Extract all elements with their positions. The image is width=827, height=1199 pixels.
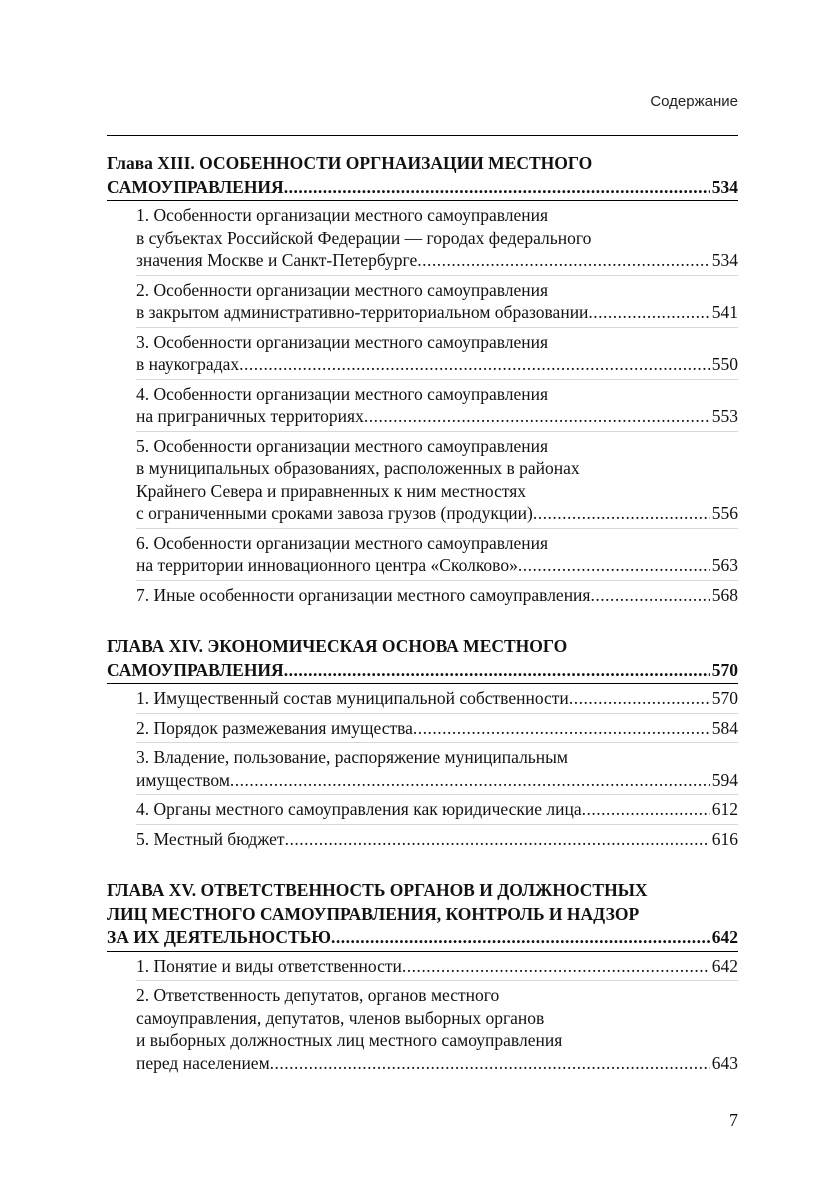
chapter-title-last-line <box>107 659 738 685</box>
section-page-number: 553 <box>711 406 738 426</box>
toc-section-entry[interactable] <box>136 204 738 276</box>
section-title-last-line <box>136 828 738 851</box>
section-title-line: имуществом <box>136 769 230 790</box>
section-title-line: в наукоградах <box>136 354 240 374</box>
section-title-line: в субъектах Российской Федерации — городах федерального <box>136 227 592 248</box>
chapter-title[interactable] <box>107 152 738 201</box>
chapter-title-line: ГЛАВА XV. ОТВЕТСТВЕННОСТЬ ОРГАНОВ И ДОЛЖНОСТНЫХ <box>107 880 648 900</box>
dot-leader <box>413 717 710 740</box>
dot-leader <box>364 405 710 428</box>
toc-section-entry[interactable] <box>136 798 738 825</box>
toc-section-entry[interactable] <box>136 532 738 581</box>
toc-section-entry[interactable] <box>136 955 738 982</box>
section-title-last-line <box>136 717 738 740</box>
toc-section-entry[interactable] <box>136 687 738 714</box>
chapter-title-line: ГЛАВА XIV. ЭКОНОМИЧЕСКАЯ ОСНОВА МЕСТНОГО <box>107 636 568 656</box>
section-title-line: с ограниченными сроками завоза грузов (продукции) <box>136 503 533 523</box>
toc-section-entry[interactable] <box>136 984 738 1077</box>
section-title-last-line <box>136 554 738 577</box>
section-title-last-line <box>136 249 738 272</box>
section-title-line: перед населением <box>136 1052 270 1073</box>
section-title-line: 2. Ответственность депутатов, органов местного <box>136 985 500 1005</box>
chapter-title-line: ЗА ИХ ДЕЯТЕЛЬНОСТЬЮ <box>107 927 331 947</box>
section-title-line: 1. Имущественный состав муниципальной собственности <box>136 688 569 708</box>
section-title-line: самоуправления, депутатов, членов выборных органов <box>136 1007 545 1028</box>
section-title-last-line <box>136 1052 738 1075</box>
dot-leader <box>588 301 709 324</box>
section-page-number: 643 <box>711 1052 738 1073</box>
dot-leader <box>284 659 710 683</box>
toc-section-entry[interactable] <box>136 383 738 432</box>
toc-section-entry[interactable] <box>136 331 738 380</box>
section-title-line: в закрытом административно-территориальном образовании <box>136 302 589 322</box>
section-title-line: Крайнего Севера и приравненных к ним местностях <box>136 480 527 501</box>
chapter-title[interactable] <box>107 635 738 684</box>
section-title-line: 7. Иные особенности организации местного самоуправления <box>136 584 591 605</box>
dot-leader <box>284 176 710 200</box>
dot-leader <box>590 584 709 607</box>
chapter-page-number: 534 <box>711 176 738 197</box>
toc-section-entry[interactable] <box>136 828 738 854</box>
section-title-line: 6. Особенности организации местного самоуправления <box>136 532 549 553</box>
section-title-line: на приграничных территориях <box>136 406 364 426</box>
chapter-title-line: Глава XIII. ОСОБЕННОСТИ ОРГНАИЗАЦИИ МЕСТНОГО <box>107 153 593 173</box>
chapter-title-line: САМОУПРАВЛЕНИЯ <box>107 176 284 197</box>
section-title-line: 1. Особенности организации местного самоуправления <box>136 205 549 225</box>
section-title-line: и выборных должностных лиц местного самоуправления <box>136 1030 563 1050</box>
dot-leader <box>533 502 710 525</box>
dot-leader <box>417 249 709 272</box>
section-title-line: 4. Особенности организации местного самоуправления <box>136 383 549 404</box>
dot-leader <box>331 926 710 950</box>
toc-section-entry[interactable] <box>136 746 738 795</box>
section-title-line: 5. Особенности организации местного самоуправления <box>136 435 549 456</box>
section-page-number: 556 <box>711 503 738 523</box>
section-title-last-line <box>136 955 738 978</box>
chapter-title[interactable] <box>107 879 738 952</box>
section-page-number: 570 <box>711 688 738 708</box>
section-title-last-line <box>136 353 738 376</box>
chapter-title-line: ЛИЦ МЕСТНОГО САМОУПРАВЛЕНИЯ, КОНТРОЛЬ И НАДЗОР <box>107 903 640 924</box>
toc-chapter <box>107 879 738 1077</box>
section-page-number: 550 <box>711 354 738 374</box>
section-title-last-line <box>136 769 738 792</box>
section-page-number: 616 <box>711 828 738 849</box>
section-title-line: значения Москве и Санкт-Петербурге <box>136 250 418 270</box>
section-title-line: в муниципальных образованиях, расположенных в районах <box>136 458 580 478</box>
section-title-line: 2. Порядок размежевания имущества <box>136 717 413 738</box>
dot-leader <box>285 828 710 851</box>
section-page-number: 541 <box>711 302 738 322</box>
dot-leader <box>270 1052 710 1075</box>
toc-chapter <box>107 152 738 609</box>
page-number: 7 <box>729 1110 738 1130</box>
section-page-number: 568 <box>711 584 738 605</box>
chapter-title-last-line <box>107 176 738 202</box>
dot-leader <box>518 554 710 577</box>
toc-section-entry[interactable] <box>136 435 738 529</box>
dot-leader <box>582 798 710 821</box>
chapter-title-last-line <box>107 926 738 952</box>
dot-leader <box>230 769 710 792</box>
table-of-contents <box>107 152 738 1103</box>
toc-section-entry[interactable] <box>136 717 738 744</box>
toc-section-entry[interactable] <box>136 279 738 328</box>
chapter-page-number: 642 <box>711 927 738 947</box>
section-title-last-line <box>136 798 738 821</box>
chapter-page-number: 570 <box>711 659 738 680</box>
section-title-line: на территории инновационного центра «Сколково» <box>136 555 518 575</box>
header-rule <box>107 135 738 136</box>
section-title-last-line <box>136 502 738 525</box>
chapter-title-line: САМОУПРАВЛЕНИЯ <box>107 659 284 680</box>
section-page-number: 642 <box>711 955 738 976</box>
toc-section-entry[interactable] <box>136 584 738 610</box>
section-page-number: 584 <box>711 717 738 738</box>
section-title-line: 5. Местный бюджет <box>136 828 285 849</box>
section-title-line: 2. Особенности организации местного самоуправления <box>136 279 549 300</box>
dot-leader <box>239 353 710 376</box>
section-title-line: 3. Особенности организации местного самоуправления <box>136 331 549 352</box>
section-title-line: 1. Понятие и виды ответственности <box>136 955 402 976</box>
section-title-last-line <box>136 405 738 428</box>
section-page-number: 563 <box>711 555 738 575</box>
section-page-number: 594 <box>711 769 738 790</box>
running-header: Содержание <box>650 93 738 110</box>
dot-leader <box>569 687 710 710</box>
section-title-last-line <box>136 301 738 324</box>
section-page-number: 612 <box>711 799 738 819</box>
section-title-last-line <box>136 584 738 607</box>
section-title-line: 4. Органы местного самоуправления как юридические лица <box>136 799 582 819</box>
section-page-number: 534 <box>711 250 738 270</box>
dot-leader <box>402 955 710 978</box>
section-title-line: 3. Владение, пользование, распоряжение муниципальным <box>136 747 568 767</box>
section-title-last-line <box>136 687 738 710</box>
toc-chapter <box>107 635 738 853</box>
